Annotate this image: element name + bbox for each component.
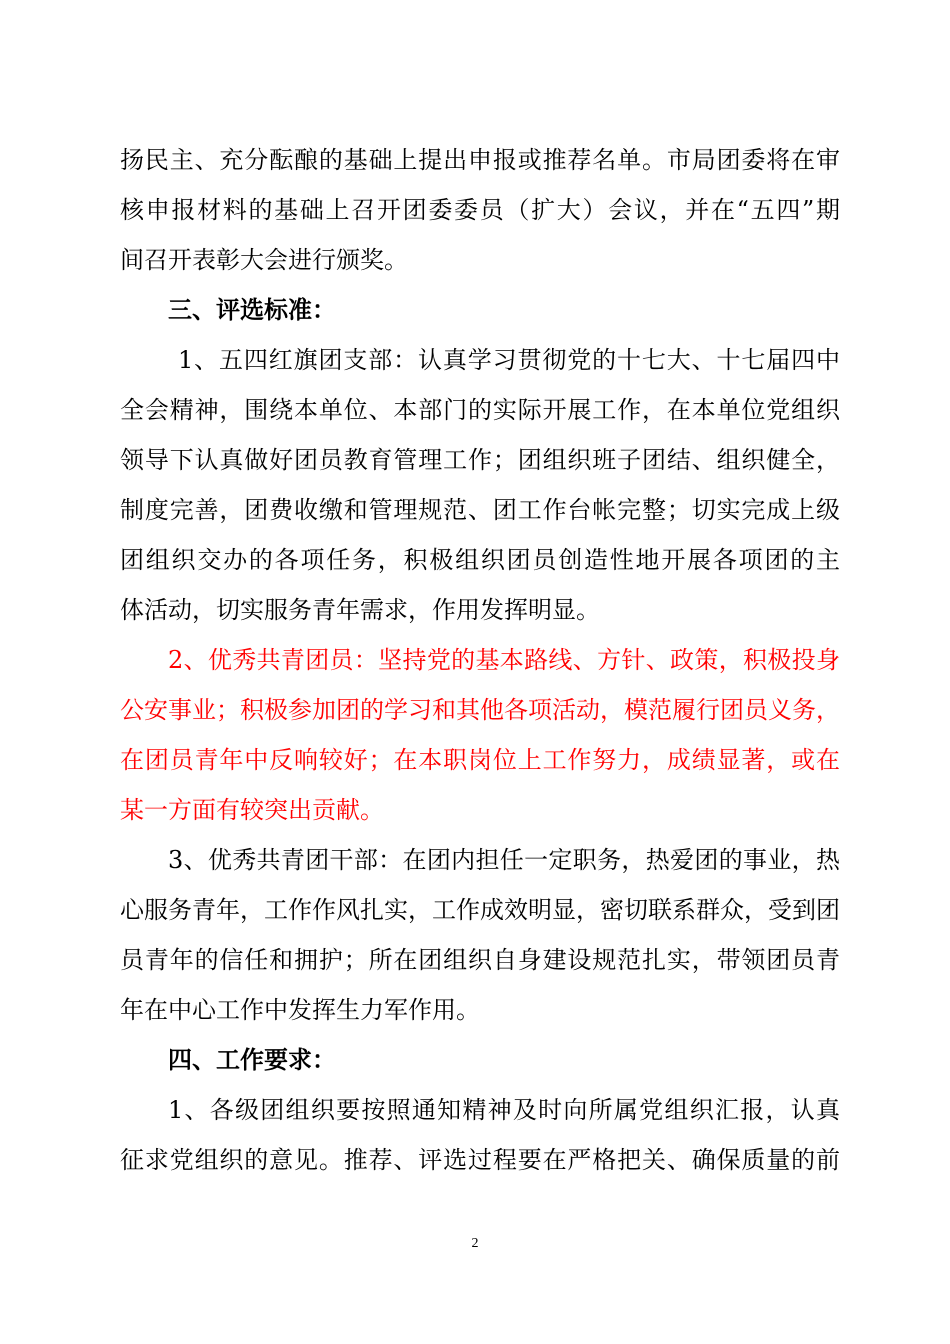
body-text-line: 扬民主、充分酝酿的基础上提出申报或推荐名单。市局团委将在审 — [120, 146, 840, 174]
body-text-line: 核申报材料的基础上召开团委委员（扩大）会议，并在“五四”期 — [120, 196, 840, 224]
body-text-line: 心服务青年，工作作风扎实，工作成效明显，密切联系群众，受到团 — [120, 896, 840, 924]
body-text-line: 年在中心工作中发挥生力军作用。 — [120, 996, 480, 1024]
body-text-line: 征求党组织的意见。推荐、评选过程要在严格把关、确保质量的前 — [120, 1146, 840, 1174]
highlighted-text-line: 在团员青年中反响较好；在本职岗位上工作努力，成绩显著，或在 — [120, 746, 840, 774]
body-text-line: 制度完善，团费收缴和管理规范、团工作台帐完整；切实完成上级 — [120, 496, 840, 524]
criteria-item-outstanding-cadre: 3、优秀共青团干部：在团内担任一定职务，热爱团的事业，热 — [168, 846, 840, 874]
section-heading-work-requirements: 四、工作要求： — [168, 1045, 336, 1074]
body-text-line: 员青年的信任和拥护；所在团组织自身建设规范扎实，带领团员青 — [120, 946, 840, 974]
criteria-item-red-flag-branch: 1、五四红旗团支部：认真学习贯彻党的十七大、十七届四中 — [178, 346, 840, 374]
body-text-line: 全会精神，围绕本单位、本部门的实际开展工作，在本单位党组织 — [120, 396, 840, 424]
highlighted-text-line: 某一方面有较突出贡献。 — [120, 796, 384, 824]
body-text-line: 体活动，切实服务青年需求，作用发挥明显。 — [120, 596, 600, 624]
criteria-item-outstanding-member: 2、优秀共青团员：坚持党的基本路线、方针、政策，积极投身 — [168, 646, 840, 674]
page-number: 2 — [471, 1236, 479, 1251]
requirement-item: 1、各级团组织要按照通知精神及时向所属党组织汇报，认真 — [168, 1096, 840, 1124]
body-text-line: 团组织交办的各项任务，积极组织团员创造性地开展各项团的主 — [120, 546, 840, 574]
body-text-line: 间召开表彰大会进行颁奖。 — [120, 246, 408, 274]
highlighted-text-line: 公安事业；积极参加团的学习和其他各项活动，模范履行团员义务， — [120, 696, 840, 724]
section-heading-evaluation-criteria: 三、评选标准： — [168, 295, 336, 324]
body-text-line: 领导下认真做好团员教育管理工作；团组织班子团结、组织健全， — [120, 446, 840, 474]
